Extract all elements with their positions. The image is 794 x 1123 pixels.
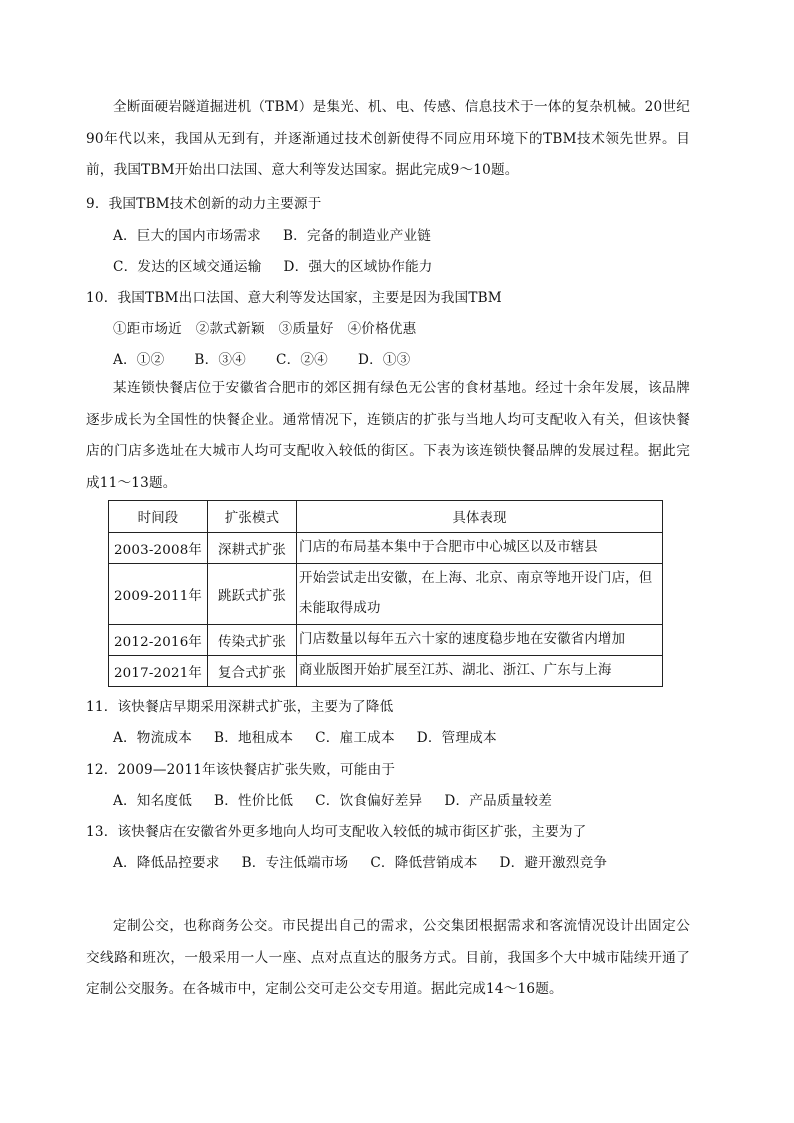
table-row [109,625,663,656]
q11-option-c[interactable]: C．雇工成本 [315,730,395,746]
table-cell-mode: 传染式扩张 [208,625,297,656]
q13-option-a[interactable]: A．降低品控要求 [113,855,220,871]
table-cell-period: 2003-2008年 [109,533,208,564]
q13-option-b[interactable]: B．专注低端市场 [241,855,349,871]
q12-option-c[interactable]: C．饮食偏好差异 [315,793,423,809]
question-12-options [113,791,574,811]
table-row [109,564,663,625]
table-cell-mode: 跳跃式扩张 [208,564,297,625]
q11-option-b[interactable]: B．地租成本 [214,730,294,746]
table-cell-detail: 商业版图开始扩展至江苏、湖北、浙江、广东与上海 [297,656,663,687]
table-cell-mode: 复合式扩张 [208,656,297,687]
table-cell-period: 2012-2016年 [109,625,208,656]
passage-custom-bus: 定制公交，也称商务公交。市民提出自己的需求，公交集团根据需求和客流情况设计出固定公交线路和班次，一般采用一人一座、点对点直达的服务方式。目前，我国多个大中城市陆续开通了定制公交服务。在各城市中，定制公交可走公交专用道。据此完成14～16题。 [86,918,690,997]
table-row [109,533,663,564]
q12-option-a[interactable]: A．知名度低 [113,793,192,809]
q10-option-b[interactable]: B．③④ [194,352,246,368]
table-row [109,656,663,687]
q13-option-c[interactable]: C．降低营销成本 [370,855,478,871]
question-10-stem: 10．我国TBM出口法国、意大利等发达国家，主要是因为我国TBM [86,290,502,306]
question-10-options [113,350,432,370]
question-13-options [113,853,629,873]
question-9-stem: 9．我国TBM技术创新的动力主要源于 [86,196,322,212]
table-cell-period: 2017-2021年 [109,656,208,687]
question-11-options [113,728,519,748]
q10-option-d[interactable]: D．①③ [357,352,411,368]
q9-option-d[interactable]: D．强大的区域协作能力 [283,259,433,275]
q12-option-b[interactable]: B．性价比低 [214,793,294,809]
table-cell-detail: 门店数量以每年五六十家的速度稳步地在安徽省内增加 [297,625,663,656]
q10-option-a[interactable]: A．①② [113,352,165,368]
expansion-table [108,500,663,687]
q11-option-d[interactable]: D．管理成本 [416,730,497,746]
table-cell-mode: 深耕式扩张 [208,533,297,564]
q9-option-c[interactable]: C．发达的区域交通运输 [113,259,262,275]
question-11-stem: 11．该快餐店早期采用深耕式扩张，主要为了降低 [86,699,394,715]
table-header-period: 时间段 [109,501,208,533]
table-header-detail: 具体表现 [297,501,663,533]
question-10-items: ①距市场近 ②款式新颖 ③质量好 ④价格优惠 [113,321,417,337]
q9-option-b[interactable]: B．完备的制造业产业链 [282,228,432,244]
passage-tbm: 全断面硬岩隧道掘进机（TBM）是集光、机、电、传感、信息技术于一体的复杂机械。20世纪90年代以来，我国从无到有，并逐渐通过技术创新使得不同应用环境下的TBM技术领先世界。目前，我国TBM开始出口法国、意大利等发达国家。据此完成9～10题。 [86,99,690,178]
question-12-stem: 12．2009—2011年该快餐店扩张失败，可能由于 [86,762,396,778]
table-header-row [109,501,663,533]
q11-option-a[interactable]: A．物流成本 [113,730,192,746]
question-9-options-row1 [113,226,453,246]
table-header-mode: 扩张模式 [208,501,297,533]
table-cell-detail: 开始尝试走出安徽，在上海、北京、南京等地开设门店，但未能取得成功 [297,564,663,625]
passage-fast-food: 某连锁快餐店位于安徽省合肥市的郊区拥有绿色无公害的食材基地。经过十余年发展，该品牌逐步成长为全国性的快餐企业。通常情况下，连锁店的扩张与当地人均可支配收入有关，但该快餐店的门店多选址在大城市人均可支配收入较低的街区。下表为该连锁快餐品牌的发展过程。据此完成11～13题。 [86,380,690,491]
q12-option-d[interactable]: D．产品质量较差 [444,793,552,809]
q10-option-c[interactable]: C．②④ [275,352,328,368]
table-cell-detail: 门店的布局基本集中于合肥市中心城区以及市辖县 [297,533,663,564]
question-9-options-row2 [113,257,455,277]
table-cell-period: 2009-2011年 [109,564,208,625]
question-13-stem: 13．该快餐店在安徽省外更多地向人均可支配收入较低的城市街区扩张，主要为了 [86,824,587,840]
q13-option-d[interactable]: D．避开激烈竞争 [499,855,608,871]
q9-option-a[interactable]: A．巨大的国内市场需求 [113,228,261,244]
